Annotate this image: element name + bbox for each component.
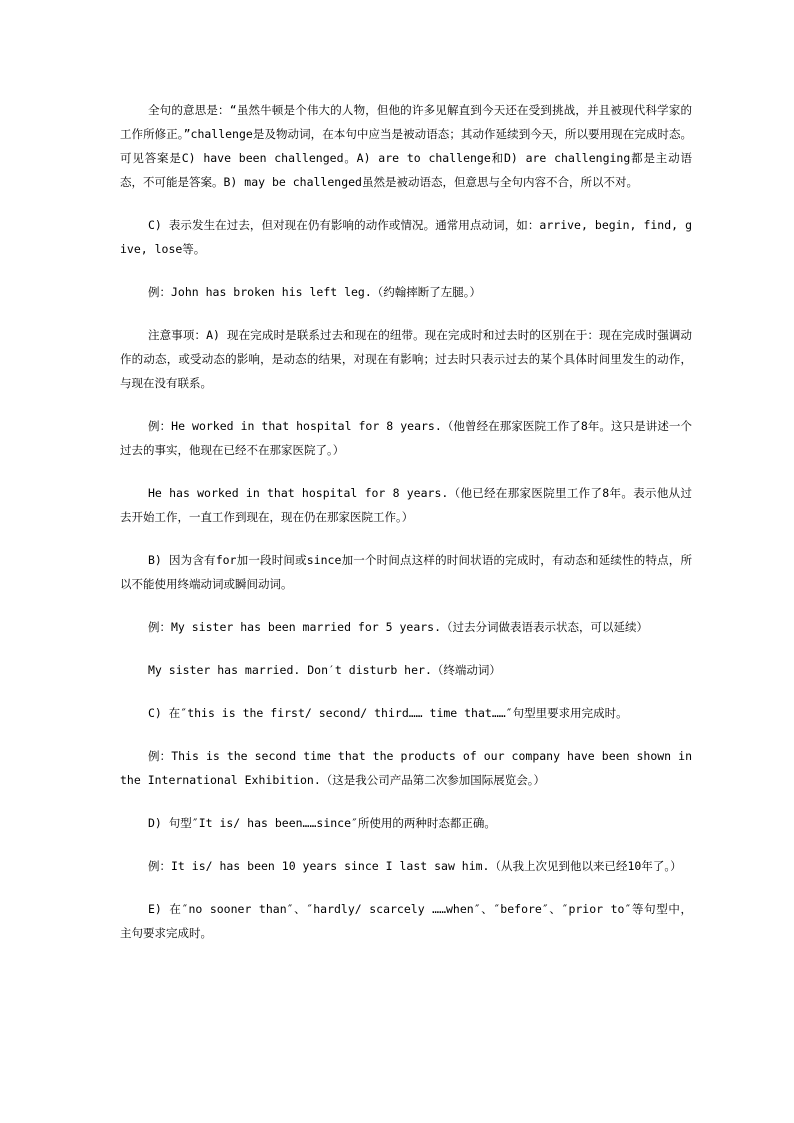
paragraph-sentence-meaning: 全句的意思是：“虽然牛顿是个伟大的人物，但他的许多见解直到今天还在受到挑战，并且被现代科学家的工作所修正。”challenge是及物动词，在本句中应当是被动语态；其动作延续到今天，所以要用现在完成时态。可见答案是C) have been challenged。A) are to challenge和D) are challenging都是主动语态，不可能是答案。B) may be challenged虽然是被动语态，但意思与全句内容不合，所以不对。	[120, 103, 692, 189]
paragraph-notes-d: D) 句型″It is/ has been……since″所使用的两种时态都正确。	[148, 816, 496, 830]
paragraph-point-c-usage: C) 表示发生在过去，但对现在仍有影响的动作或情况。通常用点动词，如：arrive, begin, find, give, lose等。	[120, 218, 692, 256]
paragraph-example-john: 例：John has broken his left leg.（约翰摔断了左腿。）	[148, 285, 482, 299]
document-page	[120, 98, 692, 964]
paragraph-example-has-married: My sister has married. Don′t disturb her.（终端动词）	[148, 663, 501, 677]
paragraph-notes-b: B) 因为含有for加一段时间或since加一个时间点这样的时间状语的完成时，有动态和延续性的特点，所以不能使用终端动词或瞬间动词。	[120, 553, 692, 591]
paragraph-notes-e: E) 在″no sooner than″、″hardly/ scarcely ……when″、″before″、″prior to″等句型中，主句要求完成时。	[120, 902, 692, 940]
paragraph-example-second-time: 例：This is the second time that the products of our company have been shown in the International Exhibition.（这是我公司产品第二次参加国际展览会。）	[120, 749, 692, 787]
paragraph-example-married: 例：My sister has been married for 5 years.（过去分词做表语表示状态，可以延续）	[148, 620, 649, 634]
paragraph-example-since: 例：It is/ has been 10 years since I last saw him.（从我上次见到他以来已经10年了。）	[148, 859, 682, 873]
paragraph-example-has-worked: He has worked in that hospital for 8 years.（他已经在那家医院里工作了8年。表示他从过去开始工作，一直工作到现在，现在仍在那家医院工作。）	[120, 486, 692, 524]
paragraph-notes-c: C) 在″this is the first/ second/ third…… time that……″句型里要求用完成时。	[148, 706, 628, 720]
paragraph-notes-a: 注意事项：A) 现在完成时是联系过去和现在的纽带。现在完成时和过去时的区别在于：现在完成时强调动作的动态，或受动态的影响，是动态的结果，对现在有影响；过去时只表示过去的某个具体时间里发生的动作，与现在没有联系。	[120, 328, 692, 390]
paragraph-example-worked: 例：He worked in that hospital for 8 years.（他曾经在那家医院工作了8年。这只是讲述一个过去的事实，他现在已经不在那家医院了。）	[120, 419, 692, 457]
